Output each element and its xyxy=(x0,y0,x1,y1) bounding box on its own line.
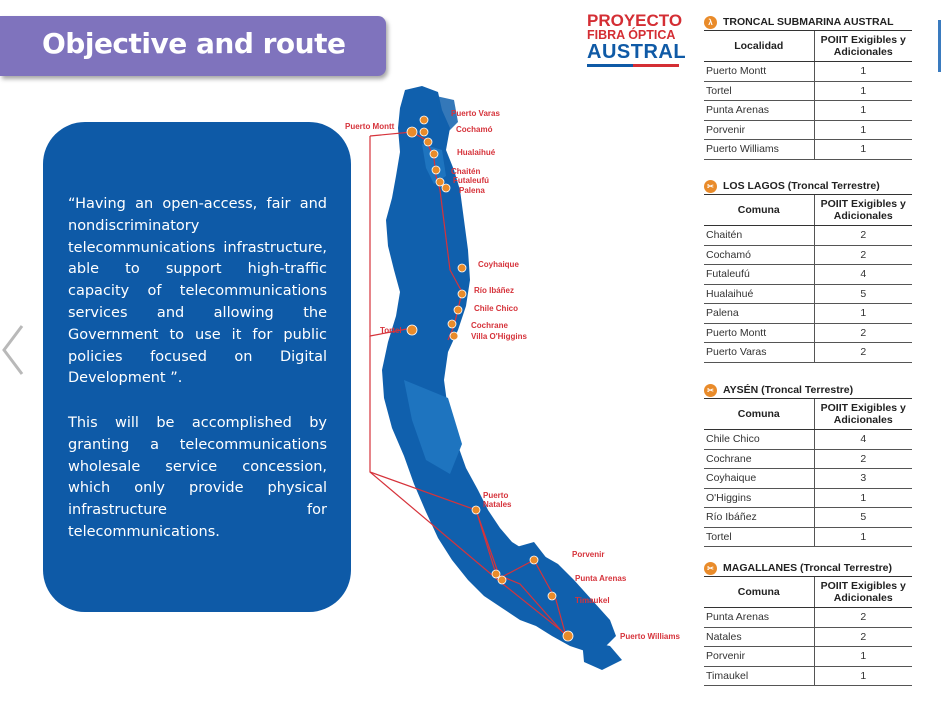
section-header xyxy=(704,382,916,398)
table-troncal-submarina xyxy=(704,14,916,160)
label-palena: Palena xyxy=(459,186,485,195)
row-name: Tortel xyxy=(704,81,814,101)
row-name: O'Higgins xyxy=(704,488,814,508)
table-row xyxy=(704,508,912,528)
objective-quote: “Having an open-access, fair and nondiscriminatory telecommunications infrastructure, able to support high-traffic capacity of telecommunications services and allowing the Government to use it for public policies focused on Digital Development ”. xyxy=(68,196,327,387)
row-name: Chile Chico xyxy=(704,430,814,450)
route-map xyxy=(330,80,700,680)
title-banner xyxy=(0,16,386,76)
table-row xyxy=(704,120,912,140)
col-header-poiit: POIIT Exigibles y Adicionales xyxy=(814,399,912,430)
row-value: 2 xyxy=(814,608,912,628)
trunk-icon: ✂ xyxy=(704,562,717,575)
logo-line-2: FIBRA ÓPTICA xyxy=(587,28,676,42)
table-row xyxy=(704,647,912,667)
table-row xyxy=(704,226,912,246)
previous-slide-icon[interactable] xyxy=(0,322,26,378)
row-value: 1 xyxy=(814,140,912,160)
row-value: 1 xyxy=(814,647,912,667)
label-puerto-williams: Puerto Williams xyxy=(620,632,680,641)
label-cochamo: Cochamó xyxy=(456,125,493,134)
row-value: 1 xyxy=(814,304,912,324)
row-value: 2 xyxy=(814,343,912,363)
table-row xyxy=(704,343,912,363)
label-rio-ibanez: Río Ibáñez xyxy=(474,286,515,295)
col-header-comuna: Comuna xyxy=(704,195,814,226)
label-futaleufu: Futaleufú xyxy=(453,176,489,185)
row-value: 2 xyxy=(814,323,912,343)
objective-description: This will be accomplished by granting a telecommunications wholesale service concession, which only provide physical infrastructure for telecommunications. xyxy=(68,415,327,540)
row-value: 5 xyxy=(814,284,912,304)
quote-box xyxy=(43,122,351,612)
row-value: 2 xyxy=(814,627,912,647)
row-name: Hualaihué xyxy=(704,284,814,304)
section-title: TRONCAL SUBMARINA AUSTRAL xyxy=(723,16,894,28)
label-puerto-montt: Puerto Montt xyxy=(345,122,395,131)
row-name: Chaitén xyxy=(704,226,814,246)
row-name: Punta Arenas xyxy=(704,608,814,628)
row-name: Timaukel xyxy=(704,666,814,686)
section-title: AYSÉN (Troncal Terrestre) xyxy=(723,384,854,396)
row-name: Porvenir xyxy=(704,120,814,140)
row-value: 1 xyxy=(814,120,912,140)
section-title: MAGALLANES (Troncal Terrestre) xyxy=(723,562,892,574)
table-magallanes xyxy=(704,560,916,686)
table-row xyxy=(704,666,912,686)
row-value: 1 xyxy=(814,62,912,82)
col-header-poiit: POIIT Exigibles y Adicionales xyxy=(814,31,912,62)
label-puerto-natales: Puerto Natales xyxy=(483,491,512,509)
row-name: Palena xyxy=(704,304,814,324)
logo-bar xyxy=(587,64,679,67)
row-value: 1 xyxy=(814,527,912,547)
section-header xyxy=(704,560,916,576)
row-name: Natales xyxy=(704,627,814,647)
row-value: 1 xyxy=(814,81,912,101)
table-row xyxy=(704,627,912,647)
table-row xyxy=(704,304,912,324)
logo-line-3: AUSTRAL xyxy=(587,41,687,63)
table-row xyxy=(704,323,912,343)
row-value: 1 xyxy=(814,101,912,121)
label-porvenir: Porvenir xyxy=(572,550,605,559)
label-punta-arenas: Punta Arenas xyxy=(575,574,627,583)
proyecto-fibra-optica-austral-logo xyxy=(587,11,687,67)
section-header xyxy=(704,178,916,194)
row-name: Coyhaique xyxy=(704,469,814,489)
row-name: Futaleufú xyxy=(704,265,814,285)
label-tortel: Tortel xyxy=(380,326,402,335)
row-value: 5 xyxy=(814,508,912,528)
label-coyhaique: Coyhaique xyxy=(478,260,519,269)
table-row xyxy=(704,284,912,304)
row-value: 4 xyxy=(814,265,912,285)
section-header xyxy=(704,14,916,30)
table-row xyxy=(704,469,912,489)
table-row xyxy=(704,608,912,628)
chile-map-shape xyxy=(330,80,700,680)
section-title: LOS LAGOS (Troncal Terrestre) xyxy=(723,180,880,192)
table-row xyxy=(704,245,912,265)
row-name: Puerto Williams xyxy=(704,140,814,160)
label-villa-ohiggins: Villa O'Higgins xyxy=(471,332,527,341)
col-header-comuna: Comuna xyxy=(704,399,814,430)
row-value: 1 xyxy=(814,488,912,508)
col-header-poiit: POIIT Exigibles y Adicionales xyxy=(814,195,912,226)
table-row xyxy=(704,449,912,469)
label-chaiten: Chaitén xyxy=(451,167,481,176)
row-value: 4 xyxy=(814,430,912,450)
table-aysen xyxy=(704,382,916,547)
logo-line-1: PROYECTO xyxy=(587,11,683,30)
row-value: 2 xyxy=(814,449,912,469)
col-header-comuna: Comuna xyxy=(704,577,814,608)
table-row xyxy=(704,488,912,508)
fiber-icon: λ xyxy=(704,16,717,29)
col-header-poiit: POIIT Exigibles y Adicionales xyxy=(814,577,912,608)
table-row xyxy=(704,430,912,450)
trunk-icon: ✂ xyxy=(704,180,717,193)
label-hualaihue: Hualaihué xyxy=(457,148,496,157)
col-header-locality: Localidad xyxy=(704,31,814,62)
row-name: Cochrane xyxy=(704,449,814,469)
row-value: 2 xyxy=(814,245,912,265)
row-value: 2 xyxy=(814,226,912,246)
row-value: 3 xyxy=(814,469,912,489)
row-name: Punta Arenas xyxy=(704,101,814,121)
slide-title: Objective and route xyxy=(42,27,346,60)
row-name: Puerto Montt xyxy=(704,62,814,82)
table-row xyxy=(704,527,912,547)
table-row xyxy=(704,62,912,82)
table-row xyxy=(704,265,912,285)
row-value: 1 xyxy=(814,666,912,686)
row-name: Puerto Varas xyxy=(704,343,814,363)
label-puerto-varas: Puerto Varas xyxy=(451,109,500,118)
row-name: Tortel xyxy=(704,527,814,547)
table-row xyxy=(704,81,912,101)
table-row xyxy=(704,140,912,160)
label-chile-chico: Chile Chico xyxy=(474,304,519,313)
label-cochrane: Cochrane xyxy=(471,321,508,330)
table-los-lagos xyxy=(704,178,916,363)
trunk-icon: ✂ xyxy=(704,384,717,397)
row-name: Porvenir xyxy=(704,647,814,667)
label-timaukel: Timaukel xyxy=(575,596,610,605)
row-name: Río Ibáñez xyxy=(704,508,814,528)
row-name: Puerto Montt xyxy=(704,323,814,343)
row-name: Cochamó xyxy=(704,245,814,265)
table-row xyxy=(704,101,912,121)
